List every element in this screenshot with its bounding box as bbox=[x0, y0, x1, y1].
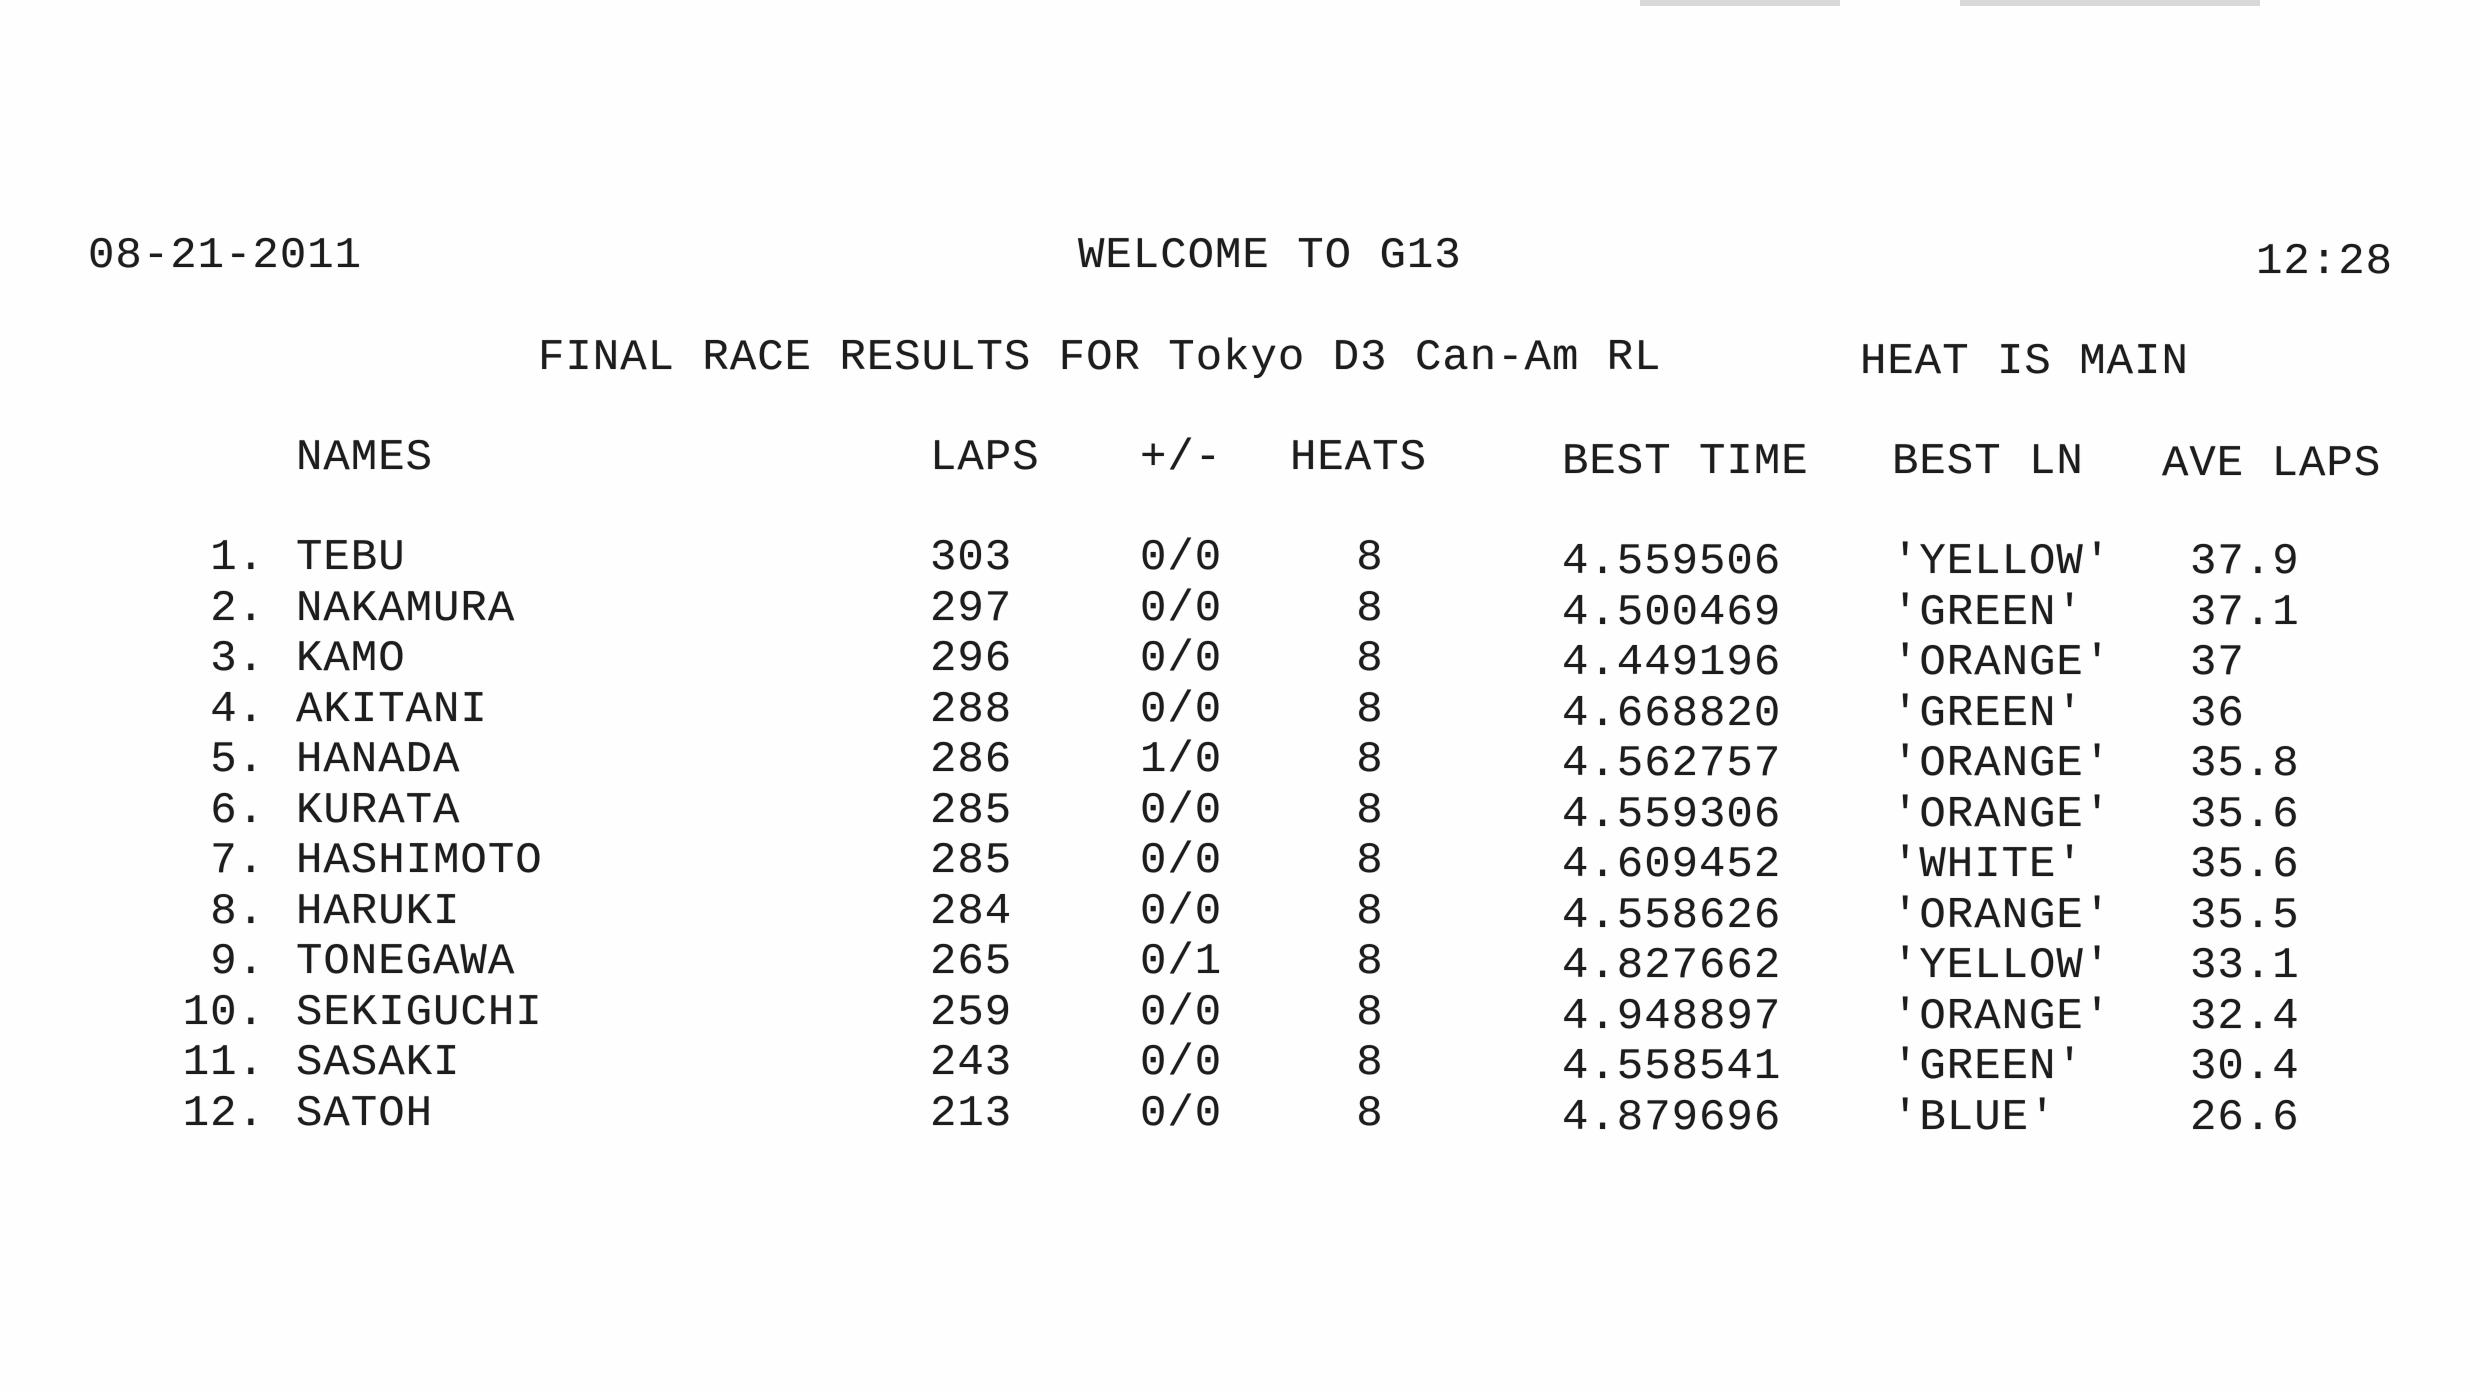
race-title: FINAL RACE RESULTS FOR Tokyo D3 Can-Am RL bbox=[538, 333, 1662, 383]
row-best-time: 4.609452 bbox=[1562, 840, 1782, 890]
row-best-ln: 'GREEN' bbox=[1892, 588, 2084, 638]
row-best-ln: 'ORANGE' bbox=[1892, 739, 2112, 789]
row-name: HARUKI bbox=[296, 887, 461, 937]
heat-label: HEAT IS MAIN bbox=[1860, 337, 2189, 387]
row-best-ln: 'BLUE' bbox=[1892, 1093, 2057, 1143]
row-ave-laps: 26.6 bbox=[2190, 1093, 2300, 1143]
row-plusminus: 0/1 bbox=[1140, 937, 1223, 987]
row-laps: 284 bbox=[930, 887, 1013, 937]
row-name: KAMO bbox=[296, 634, 406, 684]
row-best-time: 4.559506 bbox=[1562, 537, 1782, 587]
row-laps: 265 bbox=[930, 937, 1013, 987]
row-heats: 8 bbox=[1356, 735, 1384, 785]
row-laps: 285 bbox=[930, 836, 1013, 886]
row-position: 1. bbox=[210, 533, 265, 583]
row-position: 8. bbox=[210, 887, 265, 937]
print-time: 12:28 bbox=[2256, 237, 2394, 287]
row-name: HASHIMOTO bbox=[296, 836, 543, 886]
row-laps: 259 bbox=[930, 988, 1013, 1038]
row-heats: 8 bbox=[1356, 1089, 1384, 1139]
row-name: SEKIGUCHI bbox=[296, 988, 543, 1038]
col-best-time: BEST TIME bbox=[1562, 437, 1809, 487]
row-plusminus: 0/0 bbox=[1140, 634, 1223, 684]
row-name: TONEGAWA bbox=[296, 937, 516, 987]
row-heats: 8 bbox=[1356, 887, 1384, 937]
row-best-ln: 'ORANGE' bbox=[1892, 790, 2112, 840]
row-heats: 8 bbox=[1356, 634, 1384, 684]
row-laps: 297 bbox=[930, 584, 1013, 634]
scan-artifact bbox=[1640, 0, 1840, 6]
row-plusminus: 0/0 bbox=[1140, 1038, 1223, 1088]
print-date: 08-21-2011 bbox=[88, 231, 363, 281]
col-plusminus: +/- bbox=[1140, 433, 1223, 483]
scan-artifact bbox=[1960, 0, 2260, 6]
row-plusminus: 0/0 bbox=[1140, 836, 1223, 886]
row-ave-laps: 35.8 bbox=[2190, 739, 2300, 789]
row-heats: 8 bbox=[1356, 685, 1384, 735]
row-plusminus: 0/0 bbox=[1140, 786, 1223, 836]
row-name: SATOH bbox=[296, 1089, 434, 1139]
row-plusminus: 0/0 bbox=[1140, 887, 1223, 937]
row-best-time: 4.559306 bbox=[1562, 790, 1782, 840]
row-best-ln: 'WHITE' bbox=[1892, 840, 2084, 890]
row-heats: 8 bbox=[1356, 786, 1384, 836]
row-ave-laps: 35.5 bbox=[2190, 891, 2300, 941]
row-laps: 288 bbox=[930, 685, 1013, 735]
row-plusminus: 0/0 bbox=[1140, 1089, 1223, 1139]
row-position: 3. bbox=[210, 634, 265, 684]
row-name: SASAKI bbox=[296, 1038, 461, 1088]
col-names: NAMES bbox=[296, 433, 434, 483]
row-plusminus: 0/0 bbox=[1140, 988, 1223, 1038]
welcome-heading: WELCOME TO G13 bbox=[1078, 231, 1462, 281]
row-ave-laps: 36 bbox=[2190, 689, 2245, 739]
col-ave-laps: AVE LAPS bbox=[2162, 439, 2382, 489]
row-laps: 296 bbox=[930, 634, 1013, 684]
col-heats: HEATS bbox=[1290, 433, 1428, 483]
row-position: 12. bbox=[182, 1089, 265, 1139]
row-position: 9. bbox=[210, 937, 265, 987]
row-plusminus: 1/0 bbox=[1140, 735, 1223, 785]
row-best-ln: 'ORANGE' bbox=[1892, 891, 2112, 941]
row-heats: 8 bbox=[1356, 937, 1384, 987]
row-position: 2. bbox=[210, 584, 265, 634]
row-position: 4. bbox=[210, 685, 265, 735]
row-best-time: 4.668820 bbox=[1562, 689, 1782, 739]
row-best-time: 4.879696 bbox=[1562, 1093, 1782, 1143]
row-heats: 8 bbox=[1356, 533, 1384, 583]
row-plusminus: 0/0 bbox=[1140, 533, 1223, 583]
row-heats: 8 bbox=[1356, 1038, 1384, 1088]
row-plusminus: 0/0 bbox=[1140, 685, 1223, 735]
row-heats: 8 bbox=[1356, 836, 1384, 886]
row-best-ln: 'GREEN' bbox=[1892, 689, 2084, 739]
row-ave-laps: 35.6 bbox=[2190, 790, 2300, 840]
row-ave-laps: 32.4 bbox=[2190, 992, 2300, 1042]
row-laps: 285 bbox=[930, 786, 1013, 836]
row-laps: 303 bbox=[930, 533, 1013, 583]
row-heats: 8 bbox=[1356, 584, 1384, 634]
row-ave-laps: 35.6 bbox=[2190, 840, 2300, 890]
row-position: 10. bbox=[182, 988, 265, 1038]
row-laps: 286 bbox=[930, 735, 1013, 785]
row-ave-laps: 37.1 bbox=[2190, 588, 2300, 638]
row-position: 6. bbox=[210, 786, 265, 836]
row-best-time: 4.558626 bbox=[1562, 891, 1782, 941]
row-best-ln: 'YELLOW' bbox=[1892, 537, 2112, 587]
row-name: AKITANI bbox=[296, 685, 488, 735]
row-name: TEBU bbox=[296, 533, 406, 583]
row-position: 7. bbox=[210, 836, 265, 886]
row-best-time: 4.562757 bbox=[1562, 739, 1782, 789]
row-plusminus: 0/0 bbox=[1140, 584, 1223, 634]
row-ave-laps: 37 bbox=[2190, 638, 2245, 688]
row-position: 5. bbox=[210, 735, 265, 785]
row-name: HANADA bbox=[296, 735, 461, 785]
row-laps: 213 bbox=[930, 1089, 1013, 1139]
row-ave-laps: 33.1 bbox=[2190, 941, 2300, 991]
row-name: NAKAMURA bbox=[296, 584, 516, 634]
row-ave-laps: 30.4 bbox=[2190, 1042, 2300, 1092]
row-best-ln: 'ORANGE' bbox=[1892, 638, 2112, 688]
row-best-time: 4.948897 bbox=[1562, 992, 1782, 1042]
row-best-time: 4.449196 bbox=[1562, 638, 1782, 688]
col-laps: LAPS bbox=[930, 433, 1040, 483]
row-best-ln: 'YELLOW' bbox=[1892, 941, 2112, 991]
col-best-ln: BEST LN bbox=[1892, 437, 2084, 487]
row-best-time: 4.500469 bbox=[1562, 588, 1782, 638]
row-heats: 8 bbox=[1356, 988, 1384, 1038]
row-ave-laps: 37.9 bbox=[2190, 537, 2300, 587]
row-best-ln: 'GREEN' bbox=[1892, 1042, 2084, 1092]
row-best-time: 4.827662 bbox=[1562, 941, 1782, 991]
row-best-ln: 'ORANGE' bbox=[1892, 992, 2112, 1042]
row-best-time: 4.558541 bbox=[1562, 1042, 1782, 1092]
row-name: KURATA bbox=[296, 786, 461, 836]
row-position: 11. bbox=[182, 1038, 265, 1088]
row-laps: 243 bbox=[930, 1038, 1013, 1088]
